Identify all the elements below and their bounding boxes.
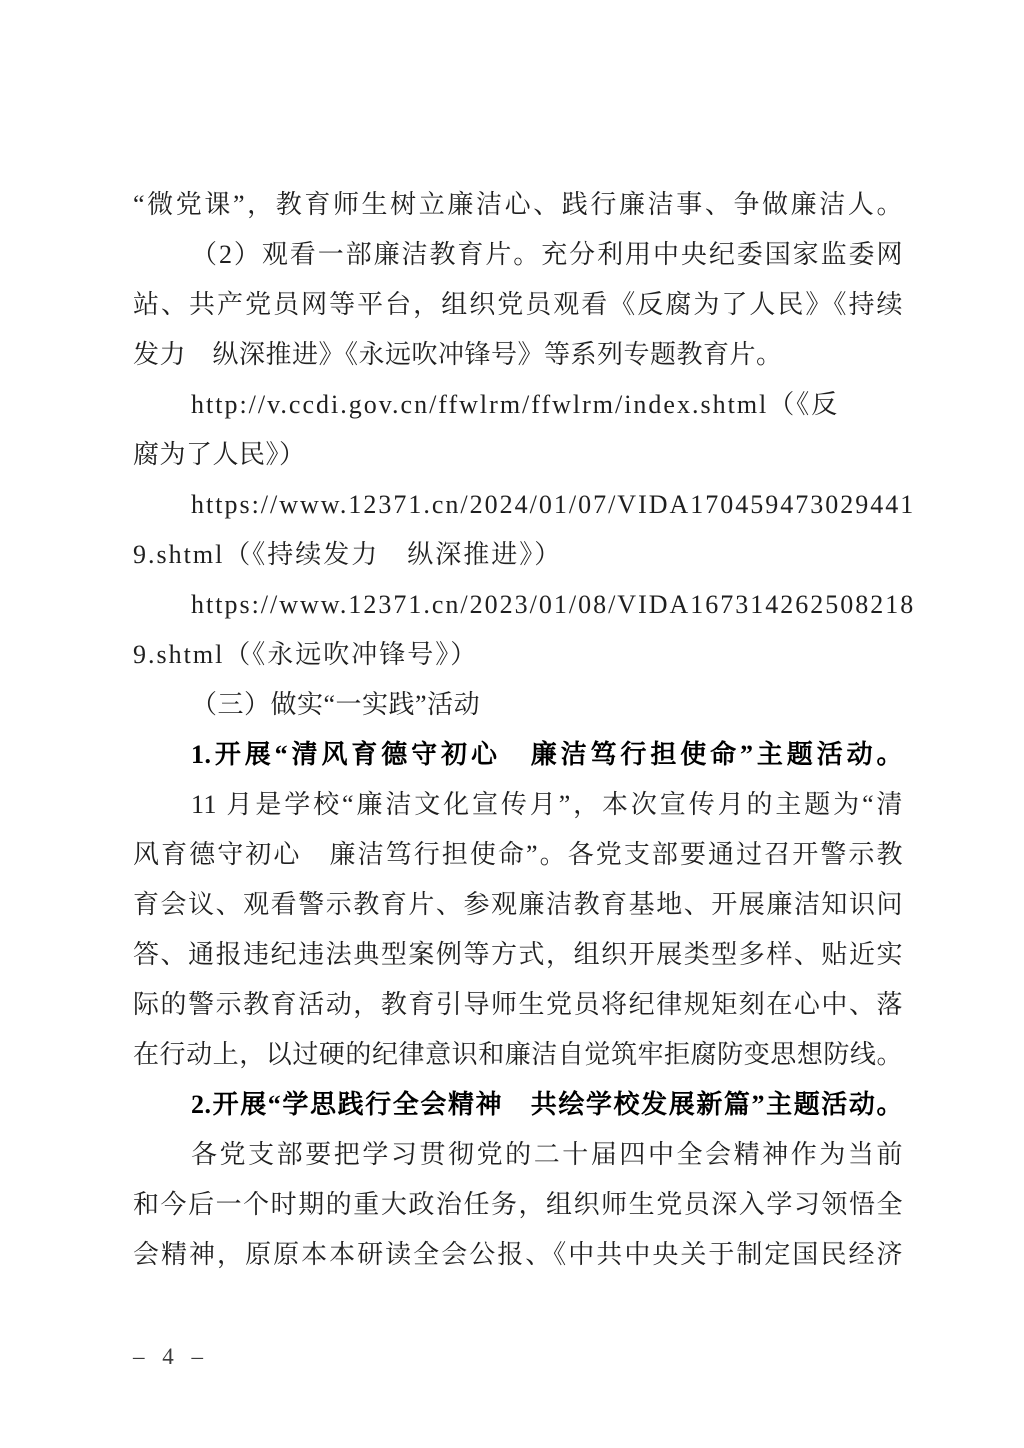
text-line: 发力 纵深推进》《永远吹冲锋号》等系列专题教育片。	[133, 340, 783, 369]
text-line: （三）做实“一实践”活动	[191, 690, 481, 719]
text-line: 站、共产党员网等平台，组织党员观看《反腐为了人民》《持续	[133, 290, 903, 319]
text-line: https://www.12371.cn/2024/01/07/VIDA170459473029441	[191, 490, 916, 519]
text-line: 11 月是学校“廉洁文化宣传月”，本次宣传月的主题为“清	[191, 790, 903, 819]
text-line: 1.开展“清风育德守初心 廉洁笃行担使命”主题活动。	[191, 740, 903, 769]
text-line: 2.开展“学思践行全会精神 共绘学校发展新篇”主题活动。	[191, 1090, 903, 1119]
text-line: 在行动上，以过硬的纪律意识和廉洁自觉筑牢拒腐防变思想防线。	[133, 1040, 903, 1069]
page-number: – 4 –	[133, 1344, 209, 1369]
text-line: 腐为了人民》）	[133, 440, 306, 469]
text-line: 际的警示教育活动，教育引导师生党员将纪律规矩刻在心中、落	[133, 990, 903, 1019]
text-line: 答、通报违纪违法典型案例等方式，组织开展类型多样、贴近实	[133, 940, 903, 969]
text-line: 育会议、观看警示教育片、参观廉洁教育基地、开展廉洁知识问	[133, 890, 903, 919]
text-line: 9.shtml（《持续发力 纵深推进》）	[133, 540, 563, 569]
text-line: 和今后一个时期的重大政治任务，组织师生党员深入学习领悟全	[133, 1190, 903, 1219]
text-line: “微党课”，教育师生树立廉洁心、践行廉洁事、争做廉洁人。	[133, 190, 903, 219]
text-line: 9.shtml（《永远吹冲锋号》）	[133, 640, 479, 669]
text-line: 各党支部要把学习贯彻党的二十届四中全会精神作为当前	[191, 1140, 903, 1169]
document-body	[133, 180, 916, 1280]
text-line: （2）观看一部廉洁教育片。充分利用中央纪委国家监委网	[191, 240, 903, 269]
text-line: https://www.12371.cn/2023/01/08/VIDA167314262508218	[191, 590, 916, 619]
text-line: 会精神，原原本本研读全会公报、《中共中央关于制定国民经济	[133, 1240, 903, 1269]
text-line: http://v.ccdi.gov.cn/ffwlrm/ffwlrm/index.shtml（《反	[191, 390, 840, 419]
text-line: 风育德守初心 廉洁笃行担使命”。各党支部要通过召开警示教	[133, 840, 903, 869]
